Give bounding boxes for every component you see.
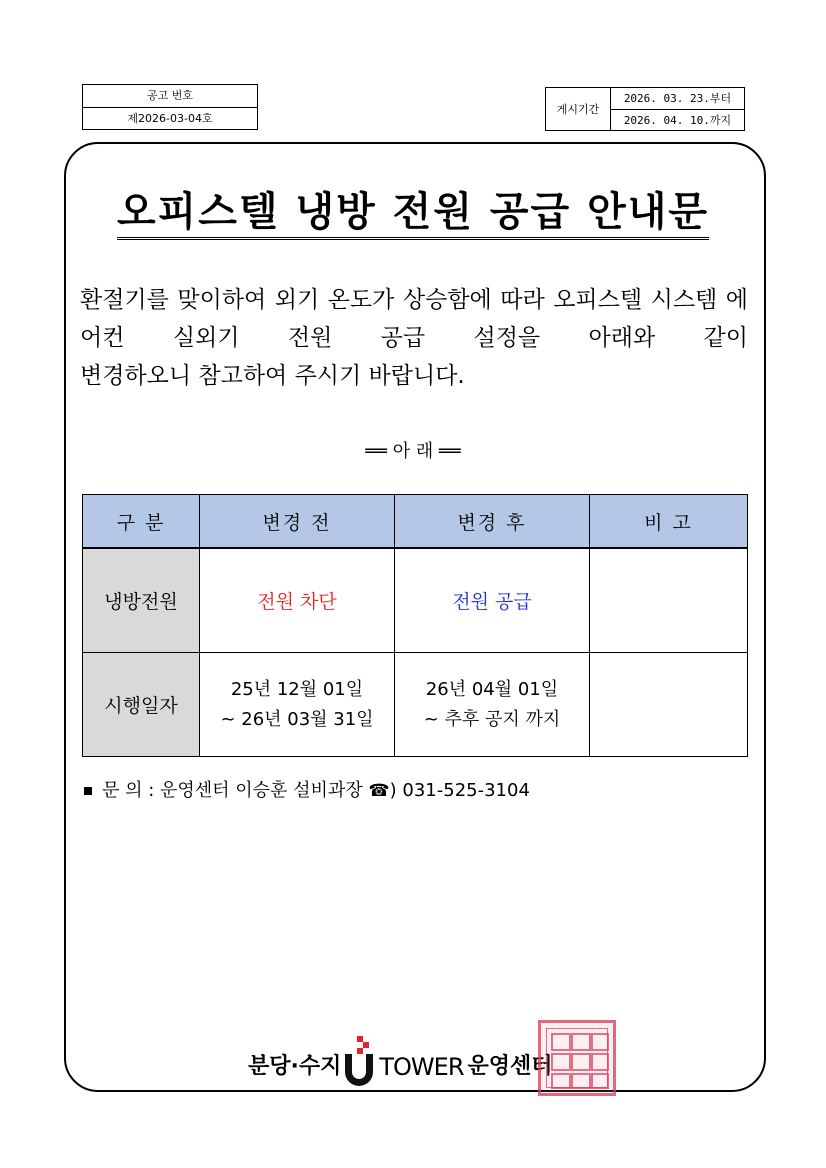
- page-title-text: 오피스텔 냉방 전원 공급 안내문: [117, 189, 709, 240]
- inquiry-phone: ) 031-525-3104: [389, 780, 530, 801]
- posting-period-to: 2026. 04. 10.까지: [611, 109, 744, 131]
- table-header-row: [83, 495, 748, 549]
- cell-after-date-line2: ~ 추후 공지 까지: [423, 708, 561, 730]
- u-logo-icon: [345, 1036, 375, 1086]
- notice-number-label: 공고 번호: [146, 89, 193, 102]
- page-title: [0, 180, 826, 237]
- official-seal-stamp: [538, 1020, 616, 1096]
- posting-period-label: 게시기간: [546, 88, 611, 130]
- notice-number-value: 제2026-03-04호: [83, 107, 257, 130]
- cell-after-power: 전원 공급: [395, 548, 590, 653]
- header-before: 변경 전: [200, 495, 395, 549]
- cell-note-power: [590, 548, 748, 653]
- intro-line-1: 환절기를 맞이하여 외기 온도가 상승함에 따라 오피스텔: [80, 287, 643, 313]
- cell-before-date: [200, 653, 395, 757]
- header-note: 비 고: [590, 495, 748, 549]
- cell-note-date: [590, 653, 748, 757]
- change-table: [82, 494, 748, 757]
- cell-before-date-line1: 25년 12월 01일: [230, 678, 364, 700]
- cell-after-date-line1: 26년 04월 01일: [425, 678, 559, 700]
- cell-after-date: [395, 653, 590, 757]
- intro-line-3: 변경하오니 참고하여 주시기 바랍니다.: [80, 363, 465, 389]
- footer-region: 분당·수지: [248, 1054, 342, 1079]
- telephone-icon: ☎: [368, 781, 390, 801]
- row-label-cooling-power: 냉방전원: [83, 548, 200, 653]
- posting-period-box: [545, 87, 745, 131]
- notice-number-box: [82, 84, 258, 130]
- table-row: [83, 548, 748, 653]
- row-label-effective-date: 시행일자: [83, 653, 200, 757]
- intro-line-2: 시스템 에어컨 실외기 전원 공급 설정을 아래와 같이: [80, 287, 748, 351]
- inquiry-line: [84, 776, 530, 802]
- header-after: 변경 후: [395, 495, 590, 549]
- header-category: 구 분: [83, 495, 200, 549]
- footer-logo: [248, 1030, 553, 1086]
- table-row: [83, 653, 748, 757]
- section-heading: ══ 아 래 ══: [365, 441, 461, 462]
- footer-center: 운영센터: [467, 1054, 553, 1079]
- inquiry-text: 문 의 : 운영센터 이승훈 설비과장: [102, 780, 363, 801]
- bullet-square-icon: [84, 787, 92, 795]
- cell-before-power: 전원 차단: [200, 548, 395, 653]
- posting-period-from: 2026. 03. 23.부터: [623, 92, 732, 105]
- intro-paragraph: [80, 281, 748, 395]
- cell-before-date-line2: ~ 26년 03월 31일: [220, 708, 374, 730]
- posting-period-dates: [611, 88, 744, 130]
- footer-brand: TOWER: [379, 1053, 464, 1081]
